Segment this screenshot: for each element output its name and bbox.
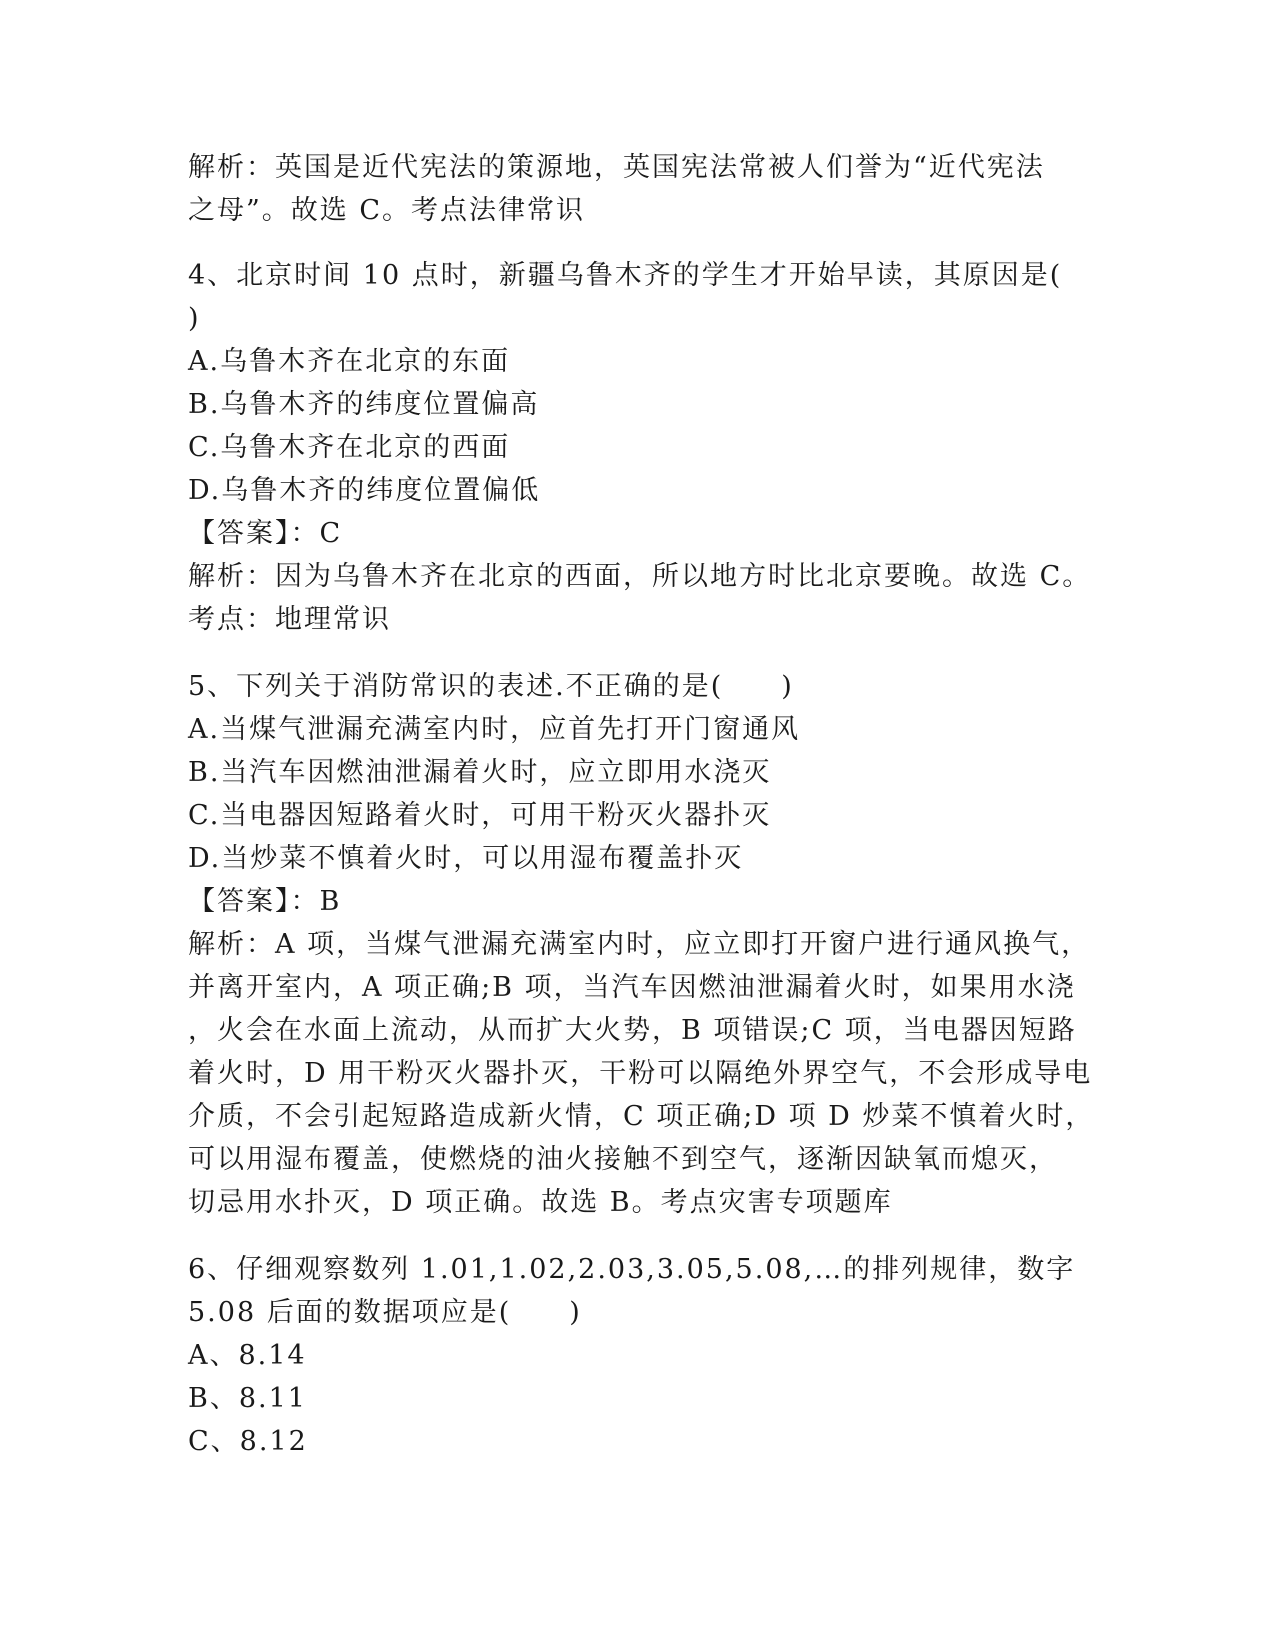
explanation-line: 并离开室内，A 项正确;B 项，当汽车因燃油泄漏着火时，如果用水浇	[188, 972, 1076, 1003]
explanation-line: 解析：因为乌鲁木齐在北京的西面，所以地方时比北京要晚。故选 C。	[188, 561, 1092, 592]
option-a: A、8.14	[188, 1340, 307, 1371]
explanation-line: ，火会在水面上流动，从而扩大火势，B 项错误;C 项，当电器因短路	[188, 1015, 1077, 1046]
explanation-line: 解析：A 项，当煤气泄漏充满室内时，应立即打开窗户进行通风换气，	[188, 929, 1091, 960]
explanation-line: 解析：英国是近代宪法的策源地，英国宪法常被人们誉为“近代宪法	[188, 152, 1045, 183]
question-stem-continued: 5.08 后面的数据项应是( )	[188, 1297, 582, 1328]
question-3-explanation	[188, 146, 1088, 232]
question-stem-continued: )	[188, 303, 201, 334]
answer-line: 【答案】：C	[188, 518, 343, 549]
explanation-line: 着火时，D 用干粉灭火器扑灭，干粉可以隔绝外界空气，不会形成导电	[188, 1058, 1093, 1089]
question-6	[188, 1248, 1088, 1463]
question-stem: 5、下列关于消防常识的表述.不正确的是( )	[188, 671, 794, 702]
explanation-line: 切忌用水扑灭，D 项正确。故选 B。考点灾害专项题库	[188, 1187, 893, 1218]
option-c: C、8.12	[188, 1426, 308, 1457]
explanation-line: 之母”。故选 C。考点法律常识	[188, 195, 586, 226]
topic-line: 考点：地理常识	[188, 604, 391, 635]
document-body	[188, 146, 1095, 1463]
option-a: A.当煤气泄漏充满室内时，应首先打开门窗通风	[188, 714, 801, 745]
question-5	[188, 665, 1095, 1224]
option-c: C.当电器因短路着火时，可用干粉灭火器扑灭	[188, 800, 772, 831]
option-b: B、8.11	[188, 1383, 307, 1414]
option-b: B.乌鲁木齐的纬度位置偏高	[188, 389, 540, 420]
paragraph-gap	[188, 641, 1088, 665]
explanation-line: 可以用湿布覆盖，使燃烧的油火接触不到空气，逐渐因缺氧而熄灭，	[188, 1144, 1058, 1175]
option-c: C.乌鲁木齐在北京的西面	[188, 432, 511, 463]
option-a: A.乌鲁木齐在北京的东面	[188, 346, 511, 377]
question-stem: 4、北京时间 10 点时，新疆乌鲁木齐的学生才开始早读，其原因是(	[188, 260, 1063, 291]
answer-line: 【答案】：B	[188, 886, 342, 917]
option-b: B.当汽车因燃油泄漏着火时，应立即用水浇灭	[188, 757, 772, 788]
question-4	[188, 254, 1092, 641]
question-stem: 6、仔细观察数列 1.01,1.02,2.03,3.05,5.08,…的排列规律，数字	[188, 1254, 1076, 1285]
option-d: D.乌鲁木齐的纬度位置偏低	[188, 475, 541, 506]
paragraph-gap	[188, 1224, 1088, 1248]
explanation-line: 介质，不会引起短路造成新火情，C 项正确;D 项 D 炒菜不慎着火时，	[188, 1101, 1095, 1132]
paragraph-gap	[188, 232, 1088, 254]
option-d: D.当炒菜不慎着火时，可以用湿布覆盖扑灭	[188, 843, 744, 874]
